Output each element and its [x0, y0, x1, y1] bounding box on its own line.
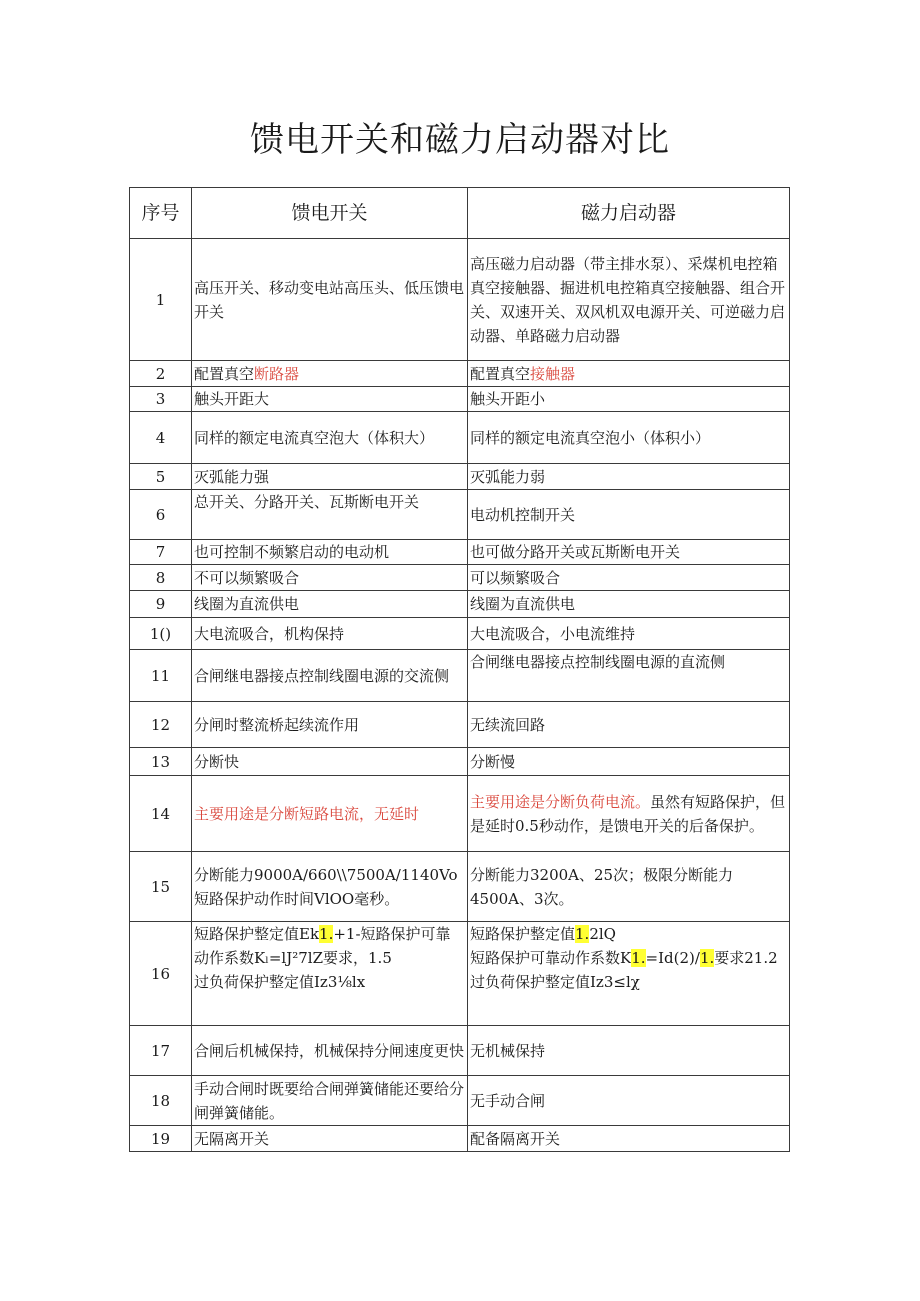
- feeder-cell: 不可以频繁吸合: [192, 565, 468, 591]
- feeder-line: 动作系数Kₗ=lJ²7lZ要求，1.5: [194, 949, 392, 967]
- starter-highlight-text: 接触器: [530, 364, 576, 383]
- table-row: [130, 591, 790, 618]
- table-row: [130, 239, 790, 361]
- table-row: [130, 464, 790, 490]
- starter-cell: 配备隔离开关: [468, 1126, 790, 1152]
- table-row: [130, 565, 790, 591]
- feeder-cell: [192, 922, 468, 1026]
- highlight-mark: 1.: [631, 949, 646, 967]
- feeder-cell: 无隔离开关: [192, 1126, 468, 1152]
- starter-cell: 分断慢: [468, 748, 790, 776]
- row-number: 5: [130, 464, 192, 490]
- starter-line: 过负荷保护整定值Iz3≤lχ: [470, 973, 640, 991]
- feeder-cell: [192, 361, 468, 387]
- starter-line: [470, 922, 787, 946]
- feeder-line: [194, 922, 465, 946]
- table-row: [130, 922, 790, 1026]
- table-row: [130, 776, 790, 852]
- header-row: [130, 188, 790, 239]
- starter-cell: 高压磁力启动器（带主排水泵）、采煤机电控箱真空接触器、掘进机电控箱真空接触器、组合开关、双速开关、双风机双电源开关、可逆磁力启动器、单路磁力启动器: [468, 239, 790, 361]
- table-row: [130, 412, 790, 464]
- starter-cell: 无续流回路: [468, 702, 790, 748]
- starter-text: 虽然有短路保护，但是延时0.5秒动作，是馈电开关的后备保护。: [470, 792, 786, 835]
- table-row: [130, 361, 790, 387]
- row-number: 1(): [130, 618, 192, 650]
- feeder-cell: 同样的额定电流真空泡大（体积大）: [192, 412, 468, 464]
- row-number: 18: [130, 1076, 192, 1126]
- starter-text: 配置真空: [470, 364, 531, 383]
- row-number: 19: [130, 1126, 192, 1152]
- starter-cell: 合闸继电器接点控制线圈电源的直流侧: [468, 650, 790, 702]
- table-row: [130, 852, 790, 922]
- feeder-cell: 大电流吸合，机构保持: [192, 618, 468, 650]
- starter-line: [470, 946, 787, 970]
- feeder-line: 过负荷保护整定值Iz3⅛lx: [194, 973, 366, 991]
- starter-cell: [468, 361, 790, 387]
- document-title: 馈电开关和磁力启动器对比: [250, 120, 670, 160]
- starter-cell: 触头开距小: [468, 387, 790, 412]
- feeder-line: 短路保护动作时间VlOO毫秒。: [194, 889, 400, 908]
- table-row: [130, 1026, 790, 1076]
- table-row: [130, 748, 790, 776]
- feeder-cell: 触头开距大: [192, 387, 468, 412]
- feeder-cell: 主要用途是分断短路电流，无延时: [192, 776, 468, 852]
- table-row: [130, 490, 790, 540]
- starter-text: =Id(2)/: [645, 949, 700, 967]
- feeder-cell: 总开关、分路开关、瓦斯断电开关: [192, 490, 468, 540]
- table-row: [130, 540, 790, 565]
- table-row: [130, 1126, 790, 1152]
- starter-highlight-text: 主要用途是分断负荷电流。: [470, 792, 651, 811]
- row-number: 13: [130, 748, 192, 776]
- row-number: 8: [130, 565, 192, 591]
- row-number: 11: [130, 650, 192, 702]
- table-row: [130, 650, 790, 702]
- row-number: 14: [130, 776, 192, 852]
- starter-cell: 也可做分路开关或瓦斯断电开关: [468, 540, 790, 565]
- starter-cell: 大电流吸合，小电流维持: [468, 618, 790, 650]
- row-number: 17: [130, 1026, 192, 1076]
- feeder-cell: 高压开关、移动变电站高压头、低压馈电开关: [192, 239, 468, 361]
- header-starter: 磁力启动器: [468, 188, 790, 239]
- table-row: [130, 702, 790, 748]
- starter-text: 2lQ: [589, 925, 616, 943]
- table-row: [130, 1076, 790, 1126]
- row-number: 1: [130, 239, 192, 361]
- row-number: 4: [130, 412, 192, 464]
- row-number: 7: [130, 540, 192, 565]
- row-number: 9: [130, 591, 192, 618]
- feeder-highlight-text: 断路器: [254, 364, 300, 383]
- feeder-cell: 合闸后机械保持，机械保持分闸速度更快: [192, 1026, 468, 1076]
- table-row: [130, 387, 790, 412]
- header-seq: 序号: [130, 188, 192, 239]
- starter-text: 要求21.2: [714, 949, 778, 967]
- starter-cell: [468, 776, 790, 852]
- row-number: 6: [130, 490, 192, 540]
- feeder-line: 分断能力9000A∕660\\7500A/1140Vo: [194, 865, 458, 884]
- feeder-cell: 灭弧能力强: [192, 464, 468, 490]
- starter-cell: 可以频繁吸合: [468, 565, 790, 591]
- feeder-cell: 也可控制不频繁启动的电动机: [192, 540, 468, 565]
- row-number: 2: [130, 361, 192, 387]
- starter-cell: 无机械保持: [468, 1026, 790, 1076]
- header-feeder: 馈电开关: [192, 188, 468, 239]
- starter-cell: 电动机控制开关: [468, 490, 790, 540]
- starter-cell: [468, 922, 790, 1026]
- feeder-text: 配置真空: [194, 364, 255, 383]
- comparison-table: [129, 187, 790, 1152]
- row-number: 15: [130, 852, 192, 922]
- feeder-cell: 分断快: [192, 748, 468, 776]
- starter-text: 短路保护可靠动作系数K: [470, 949, 632, 967]
- highlight-mark: 1.: [575, 925, 590, 943]
- table-row: [130, 618, 790, 650]
- starter-cell: 分断能力3200A、25次；极限分断能力4500A、3次。: [468, 852, 790, 922]
- row-number: 16: [130, 922, 192, 1026]
- starter-cell: 线圈为直流供电: [468, 591, 790, 618]
- row-number: 12: [130, 702, 192, 748]
- row-number: 3: [130, 387, 192, 412]
- feeder-cell: 分闸时整流桥起续流作用: [192, 702, 468, 748]
- highlight-mark: 1.: [699, 949, 715, 967]
- feeder-cell: [192, 852, 468, 922]
- starter-text: 短路保护整定值: [470, 925, 576, 943]
- feeder-text: 短路保护整定值Ek: [194, 925, 320, 943]
- feeder-text: +1-短路保护可靠: [333, 925, 451, 943]
- feeder-cell: 线圈为直流供电: [192, 591, 468, 618]
- highlight-mark: 1.: [319, 925, 334, 943]
- starter-cell: 同样的额定电流真空泡小（体积小）: [468, 412, 790, 464]
- feeder-cell: 手动合闸时既要给合闸弹簧储能还要给分闸弹簧储能。: [192, 1076, 468, 1126]
- starter-cell: 灭弧能力弱: [468, 464, 790, 490]
- starter-cell: 无手动合闸: [468, 1076, 790, 1126]
- feeder-cell: 合闸继电器接点控制线圈电源的交流侧: [192, 650, 468, 702]
